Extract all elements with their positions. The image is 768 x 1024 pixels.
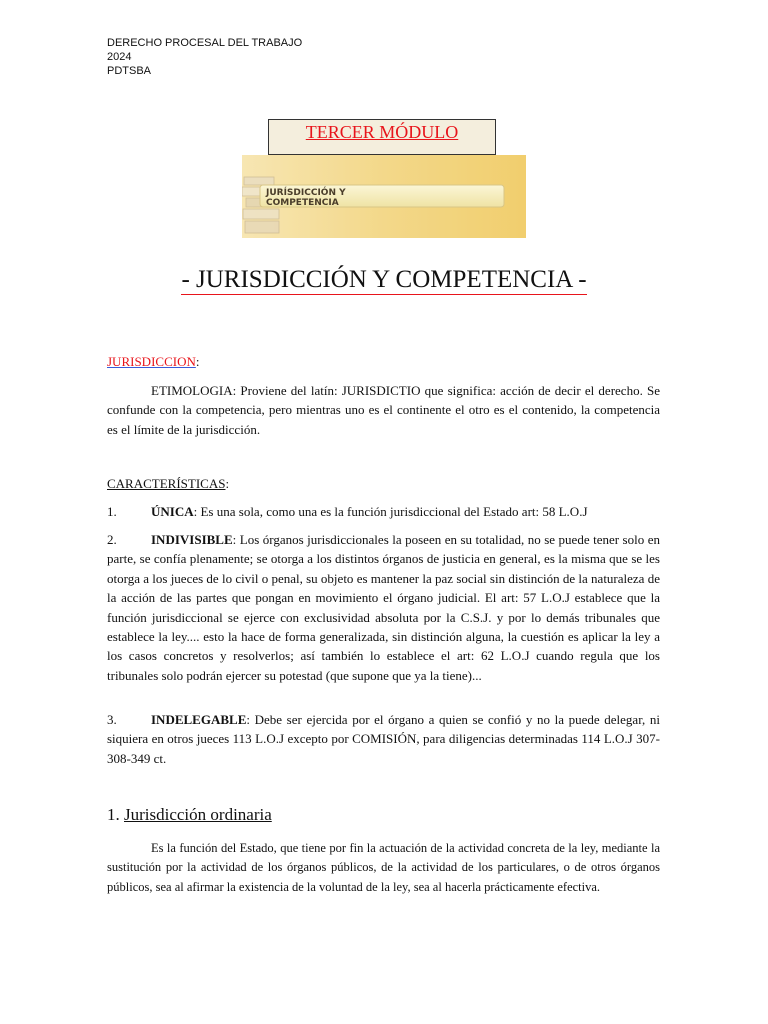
header-course: DERECHO PROCESAL DEL TRABAJO xyxy=(107,37,303,49)
header-code: PDTSBA xyxy=(107,65,152,77)
caracteristicas-heading: CARACTERÍSTICAS: xyxy=(107,476,230,491)
list-item-indivisible: 2. INDIVISIBLE: Los órganos jurisdiccionales la poseen en su totalidad, no se puede tener solo en parte, se confía plenamente; se otorga a los distintos órganos de justicia en general, es la misma que se les otorga a los jueces de lo civil o penal, su objeto es mantener la paz social sin distinción de la naturaleza de la acción de las partes que pongan en movimiento el órgano judicial. El art: 57 L.O.J establece que la función jurisdiccional se ejerce con exclusividad absoluta por la C.S.J. y por lo demás tribunales que establece la ley.... esto la hace de forma generalizada, sin distinción alguna, la cuestión es aplicar la ley a los casos concretos y resolverlos; así también lo establece el art: 62 L.O.J cuando regula que los tribunales solo podrán ejercer su potestad (que supone que ya la tiene)... xyxy=(107,532,660,683)
etimologia-paragraph: ETIMOLOGIA: Proviene del latín: JURISDICTIO que significa: acción de decir el derecho. Se confunde con la competencia, pero mientras uno es el continente el otro es el contenido, la competencia es el límite de la jurisdicción. xyxy=(107,383,660,437)
banner-graphic xyxy=(242,155,526,238)
header-year: 2024 xyxy=(107,51,132,63)
list-item-unica: 1. ÚNICA: Es una sola, como una es la función jurisdiccional del Estado art: 58 L.O.J xyxy=(107,504,588,519)
module-title-box xyxy=(268,119,496,155)
module-title: TERCER MÓDULO xyxy=(305,122,459,142)
banner-text-line1: JURÍSDICCIÓN Y xyxy=(266,188,346,198)
jurisdiccion-heading: JURISDICCION: xyxy=(107,354,200,369)
main-title: - JURISDICCIÓN Y COMPETENCIA - xyxy=(181,266,587,293)
topic-banner-image xyxy=(242,155,526,238)
section-heading-jurisdiccion-ordinaria: 1. Jurisdicción ordinaria xyxy=(107,805,272,824)
document-header xyxy=(107,36,302,78)
ordinaria-paragraph: Es la función del Estado, que tiene por fin la actuación de la actividad concreta de la ley, mediante la sustitución por la actividad de los órganos públicos, de la actividad de los particulares, o de otros órganos públicos, sea al afirmar la existencia de la voluntad de la ley, sea al hacerla prácticamente efectiva. xyxy=(107,841,660,894)
list-item-indelegable: 3. INDELEGABLE: Debe ser ejercida por el órgano a quien se confió y no la puede delegar, ni siquiera en otros jueces 113 L.O.J excepto por COMISIÓN, para diligencias determinadas 114 L.O.J 307-308-349 ct. xyxy=(107,712,660,766)
banner-text-line2: COMPETENCIA xyxy=(266,198,339,208)
